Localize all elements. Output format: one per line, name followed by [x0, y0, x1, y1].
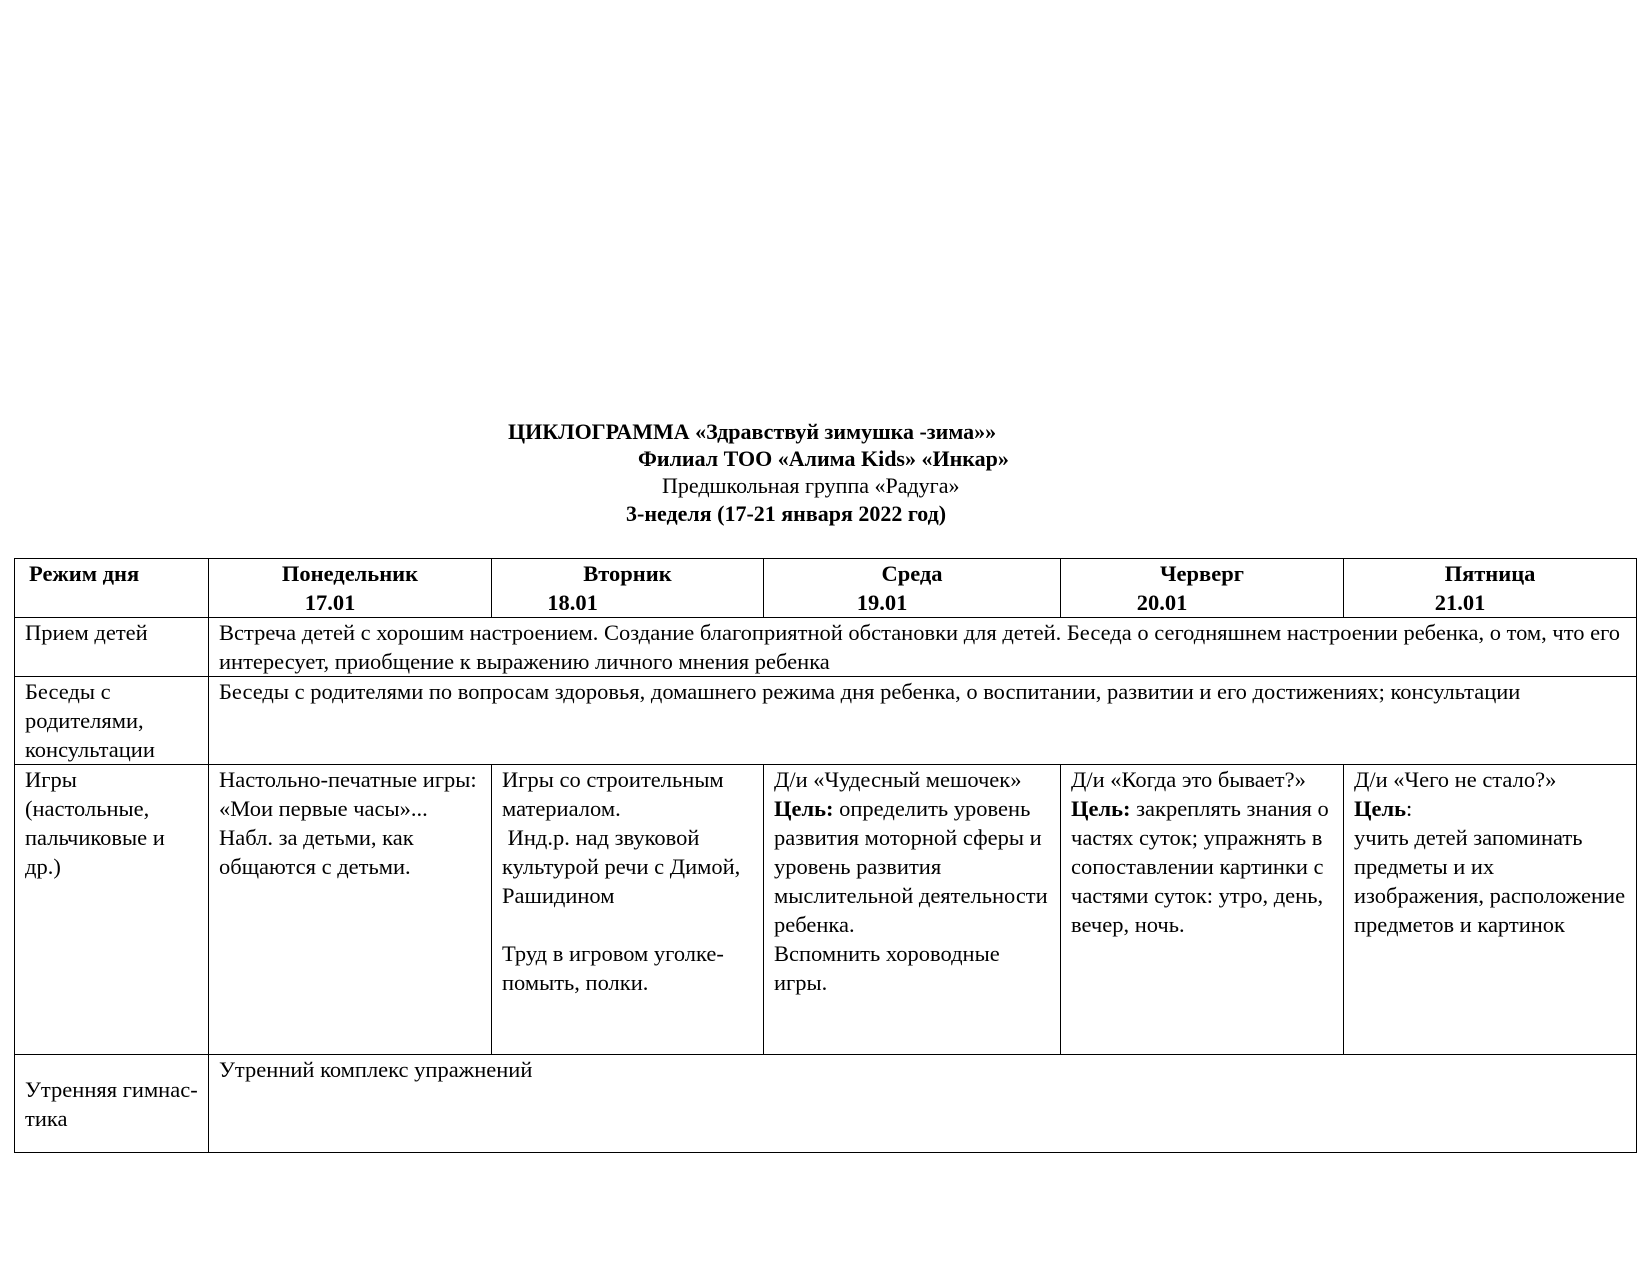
- games-text: Труд в игровом уголке-помыть, полки.: [502, 941, 724, 995]
- day-name: Пятница: [1444, 561, 1536, 586]
- row-label: Беседы с родителями, консультации: [15, 677, 209, 765]
- reception-text: Встреча детей с хорошим настроением. Создание благоприятной обстановки для детей. Беседа о сегодняшнем настроении ребенка, о том, что его интересует, приобщение к выражению личного мнения ребенка: [209, 618, 1637, 677]
- day-date: 20.01: [1136, 590, 1188, 615]
- games-monday: [209, 765, 492, 1055]
- goal-text: учить детей запоминать предметы и их изображения, расположение предметов и картинок: [1354, 825, 1626, 937]
- week-range: 3-неделя (17-21 января 2022 год): [626, 501, 947, 526]
- branch-name: Филиал ТОО «Алима Kids» «Инкар»: [638, 446, 1009, 471]
- game-goal: [1071, 794, 1333, 939]
- row-label: Утренняя гимнас-тика: [15, 1055, 209, 1153]
- row-label: Прием детей: [15, 618, 209, 677]
- goal-colon: :: [1406, 796, 1413, 821]
- day-date: 21.01: [1434, 590, 1486, 615]
- mode-header: Режим дня: [15, 559, 209, 618]
- day-header-friday: [1344, 559, 1637, 618]
- day-date: 18.01: [547, 590, 598, 615]
- goal-label: Цель: [1354, 796, 1407, 821]
- goal-label: Цель:: [774, 796, 834, 821]
- day-date: 17.01: [304, 590, 356, 615]
- gym-text: Утренний комплекс упражнений: [209, 1055, 1637, 1153]
- games-text: Вспомнить хороводные игры.: [774, 941, 1000, 995]
- games-text: Набл. за детьми, как общаются с детьми.: [219, 825, 414, 879]
- row-label: Игры (настольные, пальчиковые и др.): [15, 765, 209, 1055]
- group-name: Предшкольная группа «Радуга»: [662, 473, 960, 498]
- game-goal-heading: [1354, 794, 1626, 823]
- parents-text: Беседы с родителями по вопросам здоровья, домашнего режима дня ребенка, о воспитании, развитии и его достижениях; консультации: [209, 677, 1637, 765]
- day-name: Вторник: [583, 561, 672, 586]
- schedule-table: [14, 558, 1637, 1153]
- games-text: Игры со строительным материалом.: [502, 767, 724, 821]
- game-title: Д/и «Когда это бывает?»: [1071, 767, 1306, 792]
- goal-text: закреплять знания о частях суток; упражнять в сопоставлении картинки с частями суток: утро, день, вечер, ночь.: [1071, 796, 1329, 937]
- games-text: Настольно-печатные игры: «Мои первые часы»...: [219, 767, 477, 821]
- games-thursday: [1061, 765, 1344, 1055]
- spacer: [502, 910, 753, 939]
- games-wednesday: [764, 765, 1061, 1055]
- row-games: [15, 765, 1637, 1055]
- games-tuesday: [492, 765, 764, 1055]
- day-name: Черверг: [1160, 561, 1244, 586]
- row-reception: [15, 618, 1637, 677]
- day-header-tuesday: [492, 559, 764, 618]
- games-friday: [1344, 765, 1637, 1055]
- day-header-wednesday: [764, 559, 1061, 618]
- day-date: 19.01: [856, 590, 908, 615]
- game-title: Д/и «Чего не стало?»: [1354, 767, 1557, 792]
- day-name: Среда: [881, 561, 943, 586]
- header-row: [15, 559, 1637, 618]
- day-name: Понедельник: [281, 561, 419, 586]
- document-title: ЦИКЛОГРАММА «Здравствуй зимушка -зима»»: [508, 419, 997, 444]
- day-header-thursday: [1061, 559, 1344, 618]
- goal-label: Цель:: [1071, 796, 1131, 821]
- goal-text: определить уровень развития моторной сферы и уровень развития мыслительной деятельности ребенка.: [774, 796, 1048, 937]
- game-goal: [774, 794, 1050, 939]
- games-text: Инд.р. над звуковой культурой речи с Димой, Рашидином: [502, 825, 746, 908]
- row-parents: [15, 677, 1637, 765]
- row-gym: [15, 1055, 1637, 1153]
- game-title: Д/и «Чудесный мешочек»: [774, 767, 1022, 792]
